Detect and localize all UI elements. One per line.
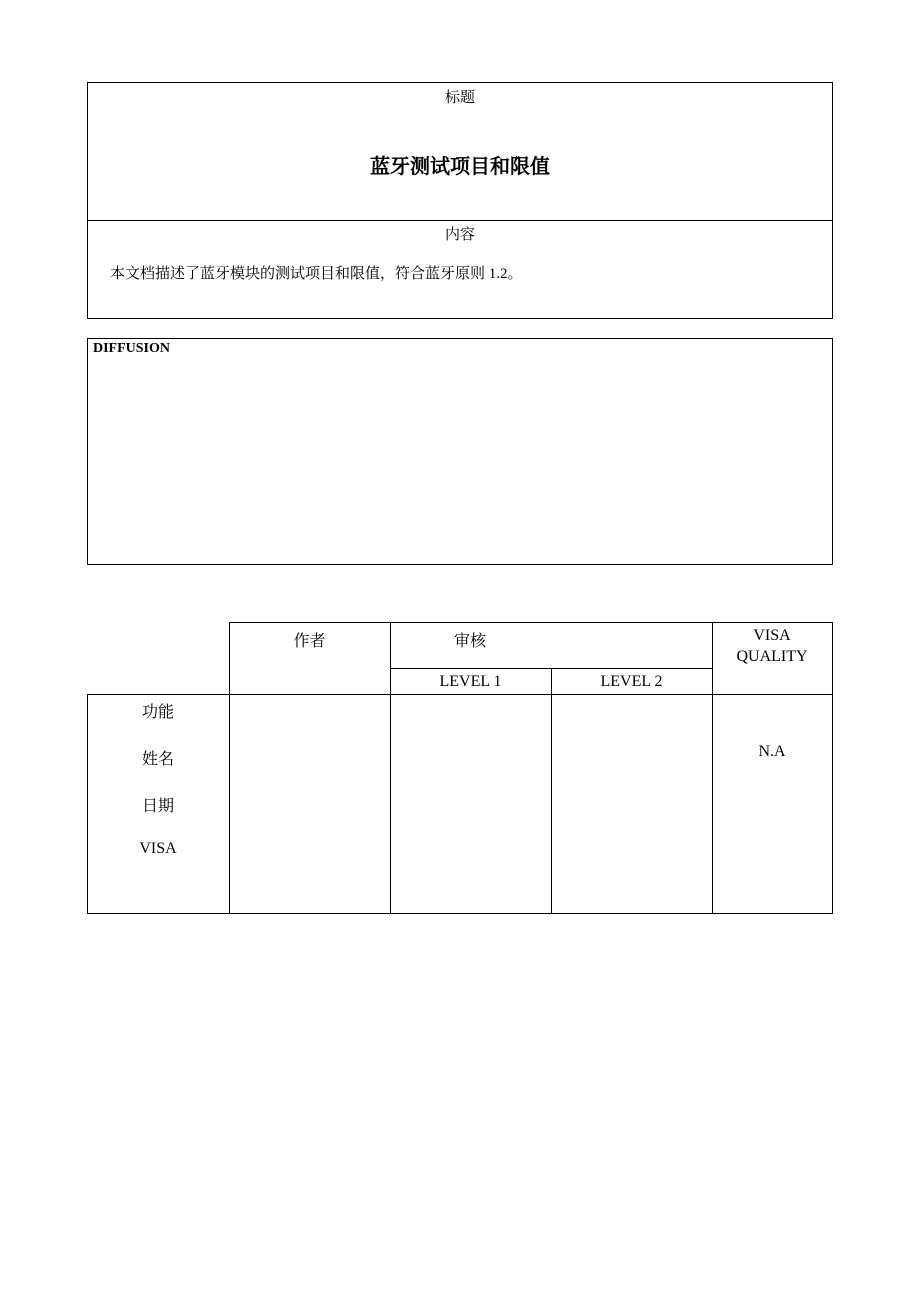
table-header-bottom: [87, 694, 833, 695]
title-label: 标题: [444, 90, 475, 106]
content-text: 本文档描述了蓝牙模块的测试项目和限值，符合蓝牙原则 1.2。: [110, 266, 523, 282]
row-label-visa: VISA: [139, 840, 177, 857]
visa-quality-header-line2: QUALITY: [736, 648, 808, 665]
col-author-left: [229, 622, 230, 914]
visa-quality-value: N.A: [758, 743, 786, 760]
row-label-name: 姓名: [141, 751, 174, 768]
diffusion-box: [87, 338, 833, 565]
level1-header: LEVEL 1: [439, 673, 502, 690]
document-title: 蓝牙测试项目和限值: [370, 156, 550, 178]
table-top-border: [229, 622, 833, 623]
content-label: 内容: [444, 227, 475, 243]
col-review-left: [390, 622, 391, 914]
visa-quality-header-line1: VISA: [753, 627, 791, 644]
title-divider: [87, 220, 833, 221]
title-box: [87, 82, 833, 319]
row-label-date: 日期: [141, 798, 174, 815]
level2-header: LEVEL 2: [600, 673, 663, 690]
review-header: 审核: [454, 633, 487, 650]
table-right-border: [832, 622, 833, 914]
diffusion-label: DIFFUSION: [93, 341, 171, 356]
author-header: 作者: [293, 633, 326, 650]
row-label-function: 功能: [141, 704, 174, 721]
col-level2-left: [551, 668, 552, 914]
table-bottom-border: [87, 913, 833, 914]
